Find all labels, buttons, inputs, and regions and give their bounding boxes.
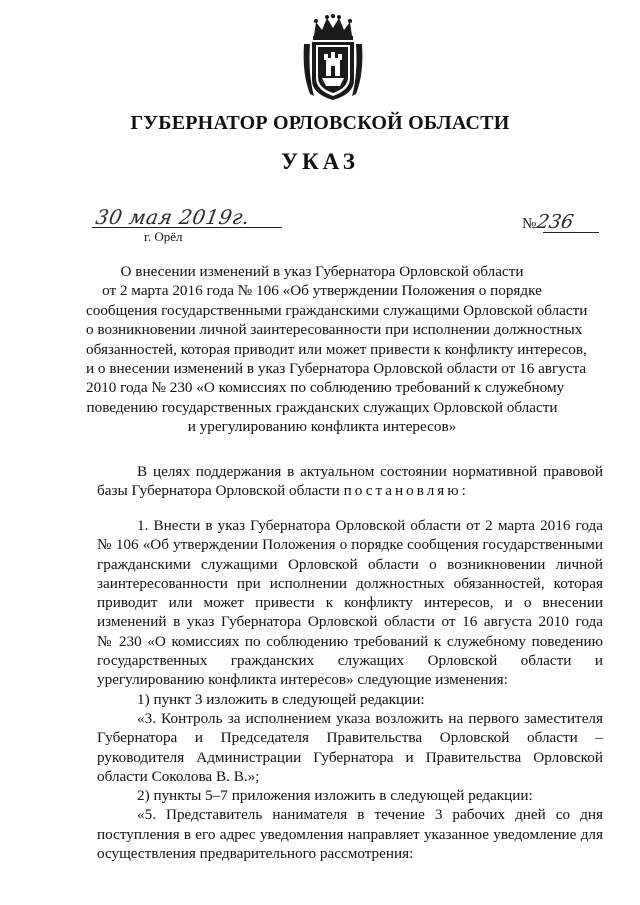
body-line: руководителя Администрации Губернатора и Правительства Орловской xyxy=(97,748,603,766)
subject-line: сообщения государственными гражданскими служащими Орловской области xyxy=(86,301,588,319)
preamble-line xyxy=(97,481,603,500)
date-underline xyxy=(92,227,282,228)
decree-body xyxy=(97,516,603,863)
number-sign: № xyxy=(522,216,537,232)
subject-line: поведению государственных гражданских служащих Орловской области xyxy=(86,398,558,416)
subject-line: 2010 года № 230 «О комиссиях по соблюдению требований к служебному xyxy=(86,379,565,397)
body-line: «3. Контроль за исполнением указа возложить на первого заместителя xyxy=(137,709,603,727)
number-underline xyxy=(543,232,599,233)
body-line: урегулированию конфликта интересов» следующие изменения: xyxy=(97,671,508,689)
subject-line: и о внесении изменений в указ Губернатора Орловской области от 16 августа xyxy=(86,360,587,378)
body-line: приводит или может привести к конфликту интересов, и о внесении xyxy=(97,594,603,612)
subject-line: обязанностей, которая приводит или может привести к конфликту интересов, xyxy=(86,340,587,358)
city-of-issue: г. Орёл xyxy=(144,229,183,244)
body-line: гражданскими служащими Орловской области о возникновении личной xyxy=(97,555,603,573)
body-line: 1. Внести в указ Губернатора Орловской области от 2 марта 2016 года xyxy=(137,517,603,534)
body-line: № 230 «О комиссиях по соблюдению требований к служебному поведению xyxy=(97,632,603,650)
handwritten-number: 236 xyxy=(535,211,576,233)
body-line: «5. Представитель нанимателя в течение 3 рабочих дней со дня xyxy=(137,806,603,824)
handwritten-date: 30 мая 2019г. xyxy=(93,205,252,229)
issuing-authority: ГУБЕРНАТОР ОРЛОВСКОЙ ОБЛАСТИ xyxy=(130,112,510,134)
body-line: 2) пункты 5–7 приложения изложить в следующей редакции: xyxy=(137,787,533,805)
body-line: заинтересованности при исполнении должностных обязанностей, которая xyxy=(97,574,603,592)
preamble-line: В целях поддержания в актуальном состоянии нормативной правовой xyxy=(137,463,603,480)
body-line: Губернатора и Председателя Правительства Орловской области – xyxy=(97,729,603,747)
body-line: изменений в указ Губернатора Орловской области от 16 августа 2010 года xyxy=(97,613,603,631)
body-line: № 106 «Об утверждении Положения о порядке сообщения государственными xyxy=(97,536,603,554)
decree-subject xyxy=(86,262,588,437)
body-line: осуществления предварительного рассмотрения: xyxy=(97,845,414,863)
subject-line: от 2 марта 2016 года № 106 «Об утверждении Положения о порядке xyxy=(102,282,542,300)
decree-number xyxy=(522,211,574,233)
body-line: поступления в его адрес уведомления направляет указанное уведомление для xyxy=(97,825,603,843)
subject-line: о возникновении личной заинтересованности при исполнении должностных xyxy=(86,321,583,339)
body-line: области Соколова В. В.»; xyxy=(97,767,260,785)
subject-line: О внесении изменений в указ Губернатора Орловской области xyxy=(120,263,524,280)
preamble-text: базы Губернатора Орловской области xyxy=(97,482,344,500)
coat-of-arms-icon xyxy=(300,14,366,102)
resolve-word: постановляю xyxy=(343,482,462,500)
document-type: УКАЗ xyxy=(281,149,359,174)
body-line: 1) пункт 3 изложить в следующей редакции: xyxy=(137,690,425,708)
preamble-paragraph xyxy=(97,462,603,501)
preamble-colon: : xyxy=(461,482,466,500)
subject-line: и урегулированию конфликта интересов» xyxy=(187,418,457,436)
body-line: государственных гражданских служащих Орловской области и xyxy=(97,652,603,670)
